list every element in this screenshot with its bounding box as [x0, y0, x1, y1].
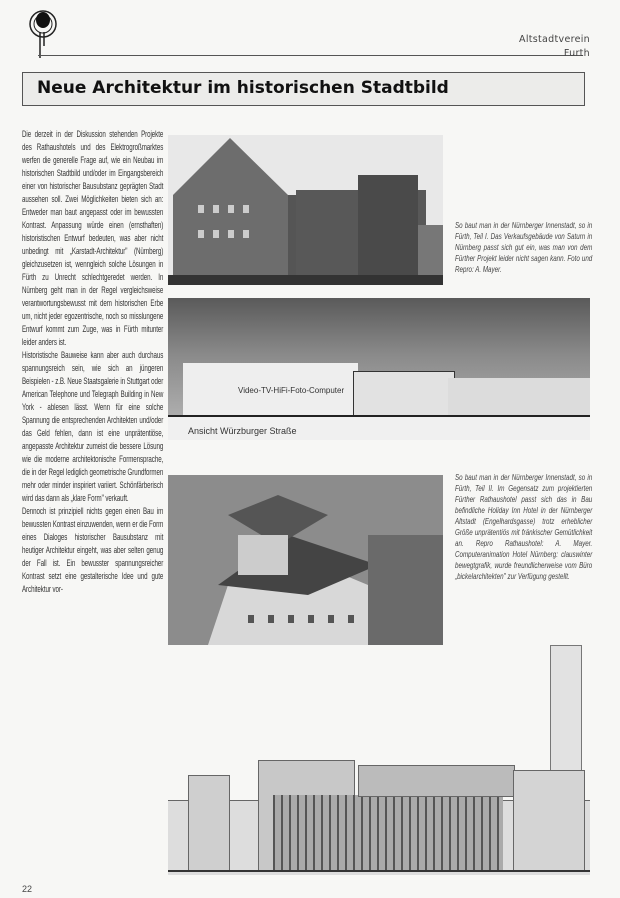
altstadtverein-logo-icon	[24, 10, 62, 58]
caption-part-1: So baut man in der Nürnberger Innenstadt, so in Fürth, Teil I. Das Verkaufsgebäude von Saturn in Nürnberg passt sich gut ein, was man von dem Fürther Projekt leider nicht sagen kann. Foto und Repro: A. Mayer.	[455, 221, 593, 274]
page-title: Neue Architektur im historischen Stadtbild	[37, 78, 449, 98]
paragraph: Historistische Bauweise kann aber auch durchaus spannungsreich sein, wie sich an jüngeren Beispielen - z.B. Neue Staatsgalerie in Stuttgart oder American Telephone und Telegraph Building in New York - ablesen lässt. Wenn für eine solche Spannung die entsprechenden Architekten und/oder das Geld fehlen, dann ist eine unprätentiöse, angepasste Architektur zumeist die bessere Lösung wie die moderne architektonische Formensprache, die in der Regel lediglich geometrische Grundformen mehr oder minder inspiriert variiert. Schönfärberisch wird das dann als „klare Form" verkauft.	[22, 349, 164, 503]
title-box	[22, 72, 585, 106]
header-rule	[38, 55, 583, 56]
facade-lettering: Video-TV-HiFi-Foto-Computer	[238, 386, 345, 395]
photo-saturn-nuernberg	[168, 135, 443, 285]
paragraph: Die derzeit in der Diskussion stehenden Projekte des Rathaushotels und des Elektrogroßmarktes werfen die generelle Frage auf, wie ein Neubau im historischen Stadtbild und/oder im Eingangsbereich einer von historischer Bausubstanz geprägten Stadt aussehen soll. Zwei Möglichkeiten bieten sich an: Entweder man baut angepasst oder im bewussten Kontrast. Anpassung würde einen (ernsthaften) historistischen Entwurf bedeuten, was aber nicht unbedingt mit „Karstadt-Architektur" (Nürnberg) gleichzusetzen ist, wenngleich solche Lösungen in Fürth zu Unrecht schlechtgeredet werden. In Nürnberg geht man in der Regel vergleichsweise verantwortungsbewusst mit dem historischen Erbe um, nicht jeder egozentrische, noch so misslungene Entwurf kommt zum Zuge, was in Fürth mitunter leider anders ist.	[22, 128, 164, 347]
org-line-2: Furth	[563, 48, 590, 59]
elevation-drawing-rathaushotel	[168, 645, 590, 875]
org-line-1: Altstadtverein	[519, 34, 590, 45]
organization-name	[519, 33, 590, 61]
view-label: Ansicht Würzburger Straße	[188, 426, 297, 436]
elevation-drawing-wuerzburger-strasse	[168, 298, 590, 440]
caption-part-2: So baut man in der Nürnberger Innenstadt, so in Fürth, Teil II. Im Gegensatz zum projektierten Fürther Rathaushotel passt sich das in Bau befindliche Holiday Inn Hotel in der Nürnberger Altstadt (Engelhardsgasse) trotz erheblicher Größe unprätentiös mit fränkischer Gemütlichkeit an. Repro Rathaushotel: A. Mayer. Computeranimation Hotel Nürnberg: clauswinter bewegtgrafik, wurde freundlicherweise vom Büro „bickelarchitekten" zur Verfügung gestellt.	[455, 473, 593, 581]
page-number: 22	[22, 884, 33, 894]
article-body	[22, 127, 163, 595]
paragraph: Dennoch ist prinzipiell nichts gegen einen Bau im bewussten Kontrast einzuwenden, wenn er die Form eines Dialoges historischer Bausubstanz mit heutiger Architektur eingeht, was aber selten genug der Fall ist. Ein bewusster spannungsreicher Kontrast setzt eine gestalterische Idee und gute Architektur vor-	[22, 505, 164, 594]
